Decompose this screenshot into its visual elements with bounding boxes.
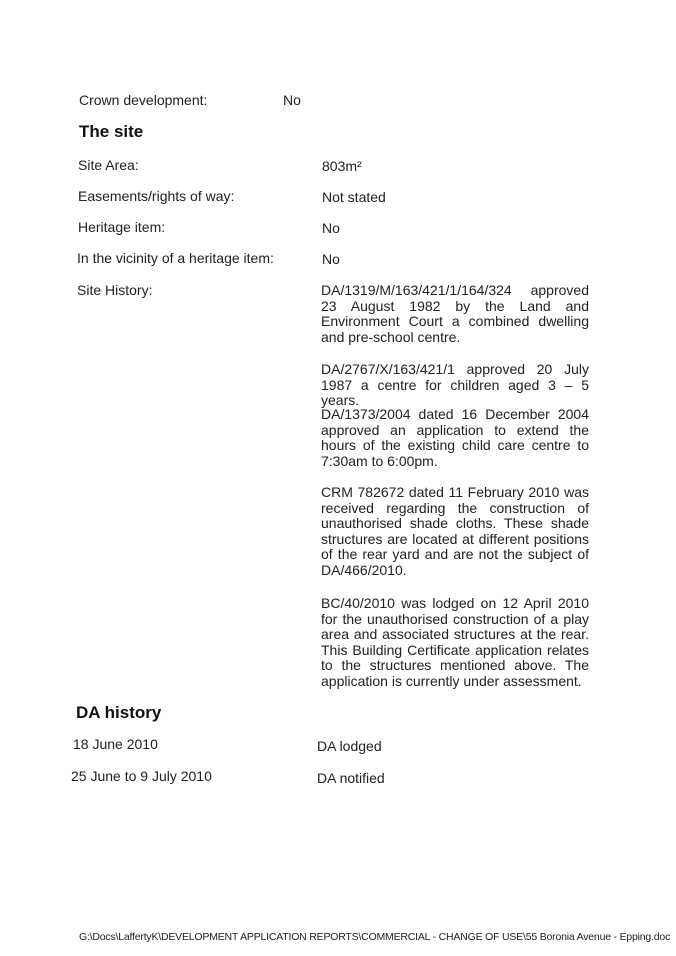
heritage-item-value: No <box>322 220 340 236</box>
da-history-date: 18 June 2010 <box>73 736 158 752</box>
easements-value: Not stated <box>322 189 386 205</box>
site-area-value: 803m² <box>322 158 362 174</box>
site-history-label: Site History: <box>77 282 153 298</box>
footer-file-path: G:\Docs\LaffertyK\DEVELOPMENT APPLICATION REPORTS\COMMERCIAL - CHANGE OF USE\55 Boronia Avenue - Epping.doc <box>79 931 671 943</box>
easements-label: Easements/rights of way: <box>78 188 235 204</box>
heritage-vicinity-label: In the vicinity of a heritage item: <box>77 250 274 266</box>
site-history-entry: BC/40/2010 was lodged on 12 April 2010 for the unauthorised construction of a play area and associated structures at the rear. This Building Certificate application relates to the structures mentioned above. The application is currently under assessment. <box>321 595 589 689</box>
heritage-item-label: Heritage item: <box>78 219 166 235</box>
heritage-vicinity-value: No <box>322 251 340 267</box>
da-history-event: DA notified <box>317 770 385 786</box>
site-history-entry: CRM 782672 dated 11 February 2010 was received regarding the construction of unauthorised shade cloths. These shade structures are located at different positions of the rear yard and are not the subject of DA/466/2010. <box>321 484 589 578</box>
site-history-entry: DA/1319/M/163/421/1/164/324 approved 23 August 1982 by the Land and Environment Court a combined dwelling and pre-school centre. <box>321 282 589 345</box>
site-history-entry: DA/2767/X/163/421/1 approved 20 July 1987 a centre for children aged 3 – 5 years. <box>321 361 589 408</box>
site-heading: The site <box>79 122 144 141</box>
da-history-heading: DA history <box>76 703 162 722</box>
da-history-date: 25 June to 9 July 2010 <box>71 768 212 784</box>
crown-development-label: Crown development: <box>79 92 208 108</box>
crown-development-value: No <box>283 92 301 108</box>
site-history-entry: DA/1373/2004 dated 16 December 2004 approved an application to extend the hours of the existing child care centre to 7:30am to 6:00pm. <box>321 406 589 469</box>
da-history-event: DA lodged <box>317 738 382 754</box>
site-area-label: Site Area: <box>78 157 139 173</box>
